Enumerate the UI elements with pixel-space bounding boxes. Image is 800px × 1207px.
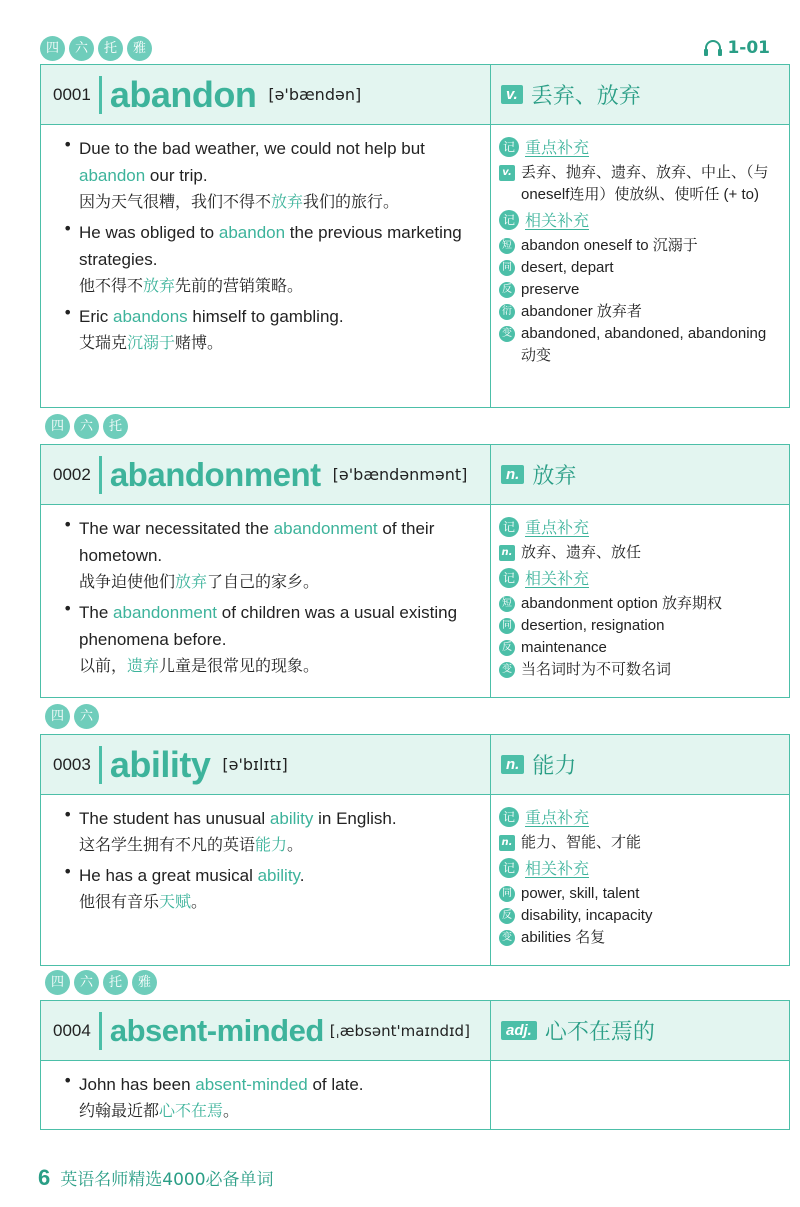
highlighted-word: 能力 [255,835,288,854]
phonetic: [ˌæbsənt'maɪndɪd] [329,1021,470,1040]
note-text: abandonment option 放弃期权 [521,595,722,612]
example-sentence [63,515,480,595]
text-segment: The student has unusual [79,809,270,828]
word-header [41,65,789,125]
highlighted-word: abandonment [113,603,218,622]
example-english [79,515,480,569]
related-notes-line [499,279,781,301]
note-icon: 记 [499,517,519,537]
note-icon: 记 [499,858,519,878]
example-chinese [79,330,480,356]
entry-number: 0004 [53,1020,91,1040]
exam-tag: 雅 [127,36,152,61]
text-segment: Due to the bad weather, we could not help but [79,139,425,158]
highlighted-word: abandonment [273,519,378,538]
exam-tag: 四 [40,36,65,61]
text-segment: 了自己的家乡。 [207,572,320,591]
highlighted-word: ability [257,866,300,885]
related-notes-line [499,235,781,257]
examples-column [41,795,491,965]
entry-1-tags [40,36,780,61]
word-body [41,505,789,697]
note-text: desert, depart [521,259,614,276]
related-notes-line [499,593,781,615]
text-segment: in English. [313,809,397,828]
example-chinese [79,273,480,299]
related-notes-label: 相关补充 [525,859,590,878]
note-text: power, skill, talent [521,885,640,902]
example-english [79,135,480,189]
text-segment: The [79,603,114,622]
note-icon: 记 [499,807,519,827]
highlighted-word: abandon [218,223,286,242]
examples-column [41,505,491,697]
word-entry [40,419,790,698]
divider-bar [99,76,102,114]
related-notes-line [499,883,781,905]
text-segment: 这名学生拥有不凡的英语 [79,835,256,854]
example-english [79,219,480,273]
related-notes-line [499,301,781,323]
headphone-icon [703,39,723,57]
text-segment: He was obliged to [79,223,219,242]
text-segment: 。 [223,1101,240,1120]
marker-icon: v. [499,165,515,181]
part-of-speech: v. [501,85,523,104]
page-header [40,36,780,66]
headword: ability [109,743,211,785]
exam-tags [45,704,99,729]
example-chinese [79,189,480,215]
related-notes-line [499,615,781,637]
note-text: 放弃、遗弃、放任 [521,544,642,561]
divider-bar [99,456,102,494]
part-of-speech: n. [501,755,524,774]
related-notes-title [499,856,781,879]
note-text: preserve [521,281,580,298]
exam-tags [45,414,128,439]
word-entry [40,709,790,966]
example-english [79,1071,480,1098]
example-english [79,303,480,330]
word-body [41,795,789,965]
word-card [40,1000,790,1130]
note-icon: 记 [499,137,519,157]
example-sentence [63,303,480,356]
exam-tag: 六 [69,36,94,61]
notes-column [491,795,789,965]
marker-icon: n. [499,835,515,851]
book-title: 英语名师精选4000必备单词 [60,1170,274,1190]
related-notes-line [499,905,781,927]
text-segment: 先前的营销策略。 [175,276,304,295]
text-segment: of late. [307,1075,364,1094]
notes-column [491,505,789,697]
text-segment: 他很有音乐 [79,892,160,911]
example-sentence [63,1071,480,1124]
exam-tag: 六 [74,704,99,729]
exam-tag: 四 [45,970,70,995]
marker-icon: n. [499,545,515,561]
text-segment: 儿童是很常见的现象。 [159,656,320,675]
highlighted-word: 放弃 [271,192,304,211]
note-text: 能力、智能、才能 [521,834,642,851]
part-of-speech: adj. [501,1021,537,1040]
highlighted-word: ability [269,809,314,828]
text-segment: Eric [79,307,113,326]
word-body [41,125,789,407]
word-entry [40,975,790,1130]
highlighted-word: 放弃 [175,572,208,591]
example-sentence [63,599,480,679]
headword-cell [41,445,491,504]
key-notes-title [499,515,781,538]
word-body [41,1061,789,1129]
highlighted-word: 遗弃 [127,656,160,675]
word-card [40,64,790,408]
phonetic: [ə'bændənmənt] [332,465,468,484]
word-card [40,734,790,966]
note-text: abandon oneself to 沉溺于 [521,237,698,254]
key-notes-title [499,135,781,158]
exam-tag: 六 [74,970,99,995]
word-entry [40,64,790,408]
note-text: abilities 名复 [521,929,606,946]
marker-icon: 短 [499,238,515,254]
entry-number: 0001 [53,84,91,104]
exam-tag: 四 [45,704,70,729]
key-notes-label: 重点补充 [525,518,590,537]
example-chinese [79,889,480,915]
word-header [41,1001,789,1061]
headword: abandonment [109,455,321,493]
text-segment: . [299,866,305,885]
exam-tag: 雅 [132,970,157,995]
marker-icon: 变 [499,326,515,342]
key-notes-title [499,805,781,828]
text-segment: of their hometown. [79,519,435,565]
marker-icon: 短 [499,596,515,612]
notes-column [491,1061,789,1129]
marker-icon: 反 [499,282,515,298]
highlighted-word: 放弃 [143,276,176,295]
examples-column [41,1061,491,1129]
related-notes-title [499,566,781,589]
phonetic: [ə'bændən] [268,85,362,104]
definition-cell [491,735,789,794]
example-chinese [79,1098,480,1124]
text-segment: 战争迫使他们 [79,572,176,591]
text-segment: He has a great musical [79,866,258,885]
chinese-meaning: 丢弃、放弃 [530,84,641,109]
text-segment: 约翰最近都 [79,1101,160,1120]
key-notes-line [499,832,781,854]
text-segment: the previous marketing strategies. [79,223,462,269]
marker-icon: 衍 [499,304,515,320]
audio-track-number: 1-01 [727,38,770,58]
text-segment: 赌博。 [175,333,224,352]
key-notes-label: 重点补充 [525,138,590,157]
headword-cell [41,65,491,124]
divider-bar [99,1012,102,1050]
related-notes-line [499,323,781,367]
entry-number: 0002 [53,464,91,484]
highlighted-word: 天赋 [159,892,192,911]
marker-icon: 同 [499,618,515,634]
example-english [79,862,480,889]
text-segment: our trip. [145,166,208,185]
marker-icon: 同 [499,886,515,902]
audio-reference[interactable] [703,38,770,58]
text-segment: himself to gambling. [187,307,344,326]
text-segment: 。 [287,835,304,854]
example-english [79,599,480,653]
related-notes-line [499,257,781,279]
word-header [41,445,789,505]
note-icon: 记 [499,568,519,588]
marker-icon: 反 [499,908,515,924]
examples-column [41,125,491,407]
note-text: disability, incapacity [521,907,653,924]
text-segment: 因为天气很糟，我们不得不 [79,192,272,211]
example-english [79,805,480,832]
text-segment: 以前， [79,656,128,675]
definition-cell [491,1001,789,1060]
marker-icon: 反 [499,640,515,656]
exam-tag: 托 [103,414,128,439]
note-text: 丢弃、抛弃、遗弃、放弃、中止、（与oneself连用）使放纵、使听任 (+ to) [521,164,769,203]
related-notes-label: 相关补充 [525,211,590,230]
chinese-meaning: 能力 [532,754,577,779]
definition-cell [491,65,789,124]
key-notes-label: 重点补充 [525,808,590,827]
note-icon: 记 [499,210,519,230]
example-sentence [63,135,480,215]
headword-cell [41,1001,491,1060]
headword: absent-minded [109,1012,324,1048]
text-segment: of children was a usual existing phenomena before. [79,603,458,649]
example-sentence [63,805,480,858]
highlighted-word: 心不在焉 [159,1101,224,1120]
related-notes-label: 相关补充 [525,569,590,588]
word-card [40,444,790,698]
entry-number: 0003 [53,754,91,774]
key-notes-line [499,542,781,564]
page-footer [38,1165,274,1191]
marker-icon: 变 [499,930,515,946]
chinese-meaning: 放弃 [532,464,577,489]
text-segment: John has been [79,1075,196,1094]
related-notes-line [499,927,781,949]
note-text: maintenance [521,639,607,656]
divider-bar [99,746,102,784]
text-segment: 艾瑞克 [79,333,128,352]
page-number: 6 [38,1165,51,1190]
exam-tag: 四 [45,414,70,439]
definition-cell [491,445,789,504]
key-notes-line [499,162,781,206]
example-chinese [79,832,480,858]
note-text: abandoner 放弃者 [521,303,642,320]
text-segment: 他不得不 [79,276,144,295]
related-notes-line [499,637,781,659]
exam-tag: 六 [74,414,99,439]
highlighted-word: abandon [79,166,146,185]
text-segment: 我们的旅行。 [303,192,400,211]
headword-cell [41,735,491,794]
exam-tags [45,970,157,995]
chinese-meaning: 心不在焉的 [544,1020,655,1045]
phonetic: [ə'bɪlɪtɪ] [222,755,288,774]
note-text: abandoned, abandoned, abandoning 动变 [521,325,767,364]
headword: abandon [109,73,257,115]
notes-column [491,125,789,407]
example-chinese [79,569,480,595]
text-segment: The war necessitated the [79,519,274,538]
related-notes-line [499,659,781,681]
highlighted-word: 沉溺于 [127,333,176,352]
word-header [41,735,789,795]
related-notes-title [499,208,781,231]
text-segment: 。 [191,892,208,911]
marker-icon: 变 [499,662,515,678]
part-of-speech: n. [501,465,524,484]
note-text: desertion, resignation [521,617,665,634]
highlighted-word: absent-minded [195,1075,308,1094]
marker-icon: 同 [499,260,515,276]
example-sentence [63,219,480,299]
example-chinese [79,653,480,679]
highlighted-word: abandons [113,307,188,326]
note-text: 当名词时为不可数名词 [521,661,672,678]
exam-tag: 托 [103,970,128,995]
exam-tag: 托 [98,36,123,61]
example-sentence [63,862,480,915]
